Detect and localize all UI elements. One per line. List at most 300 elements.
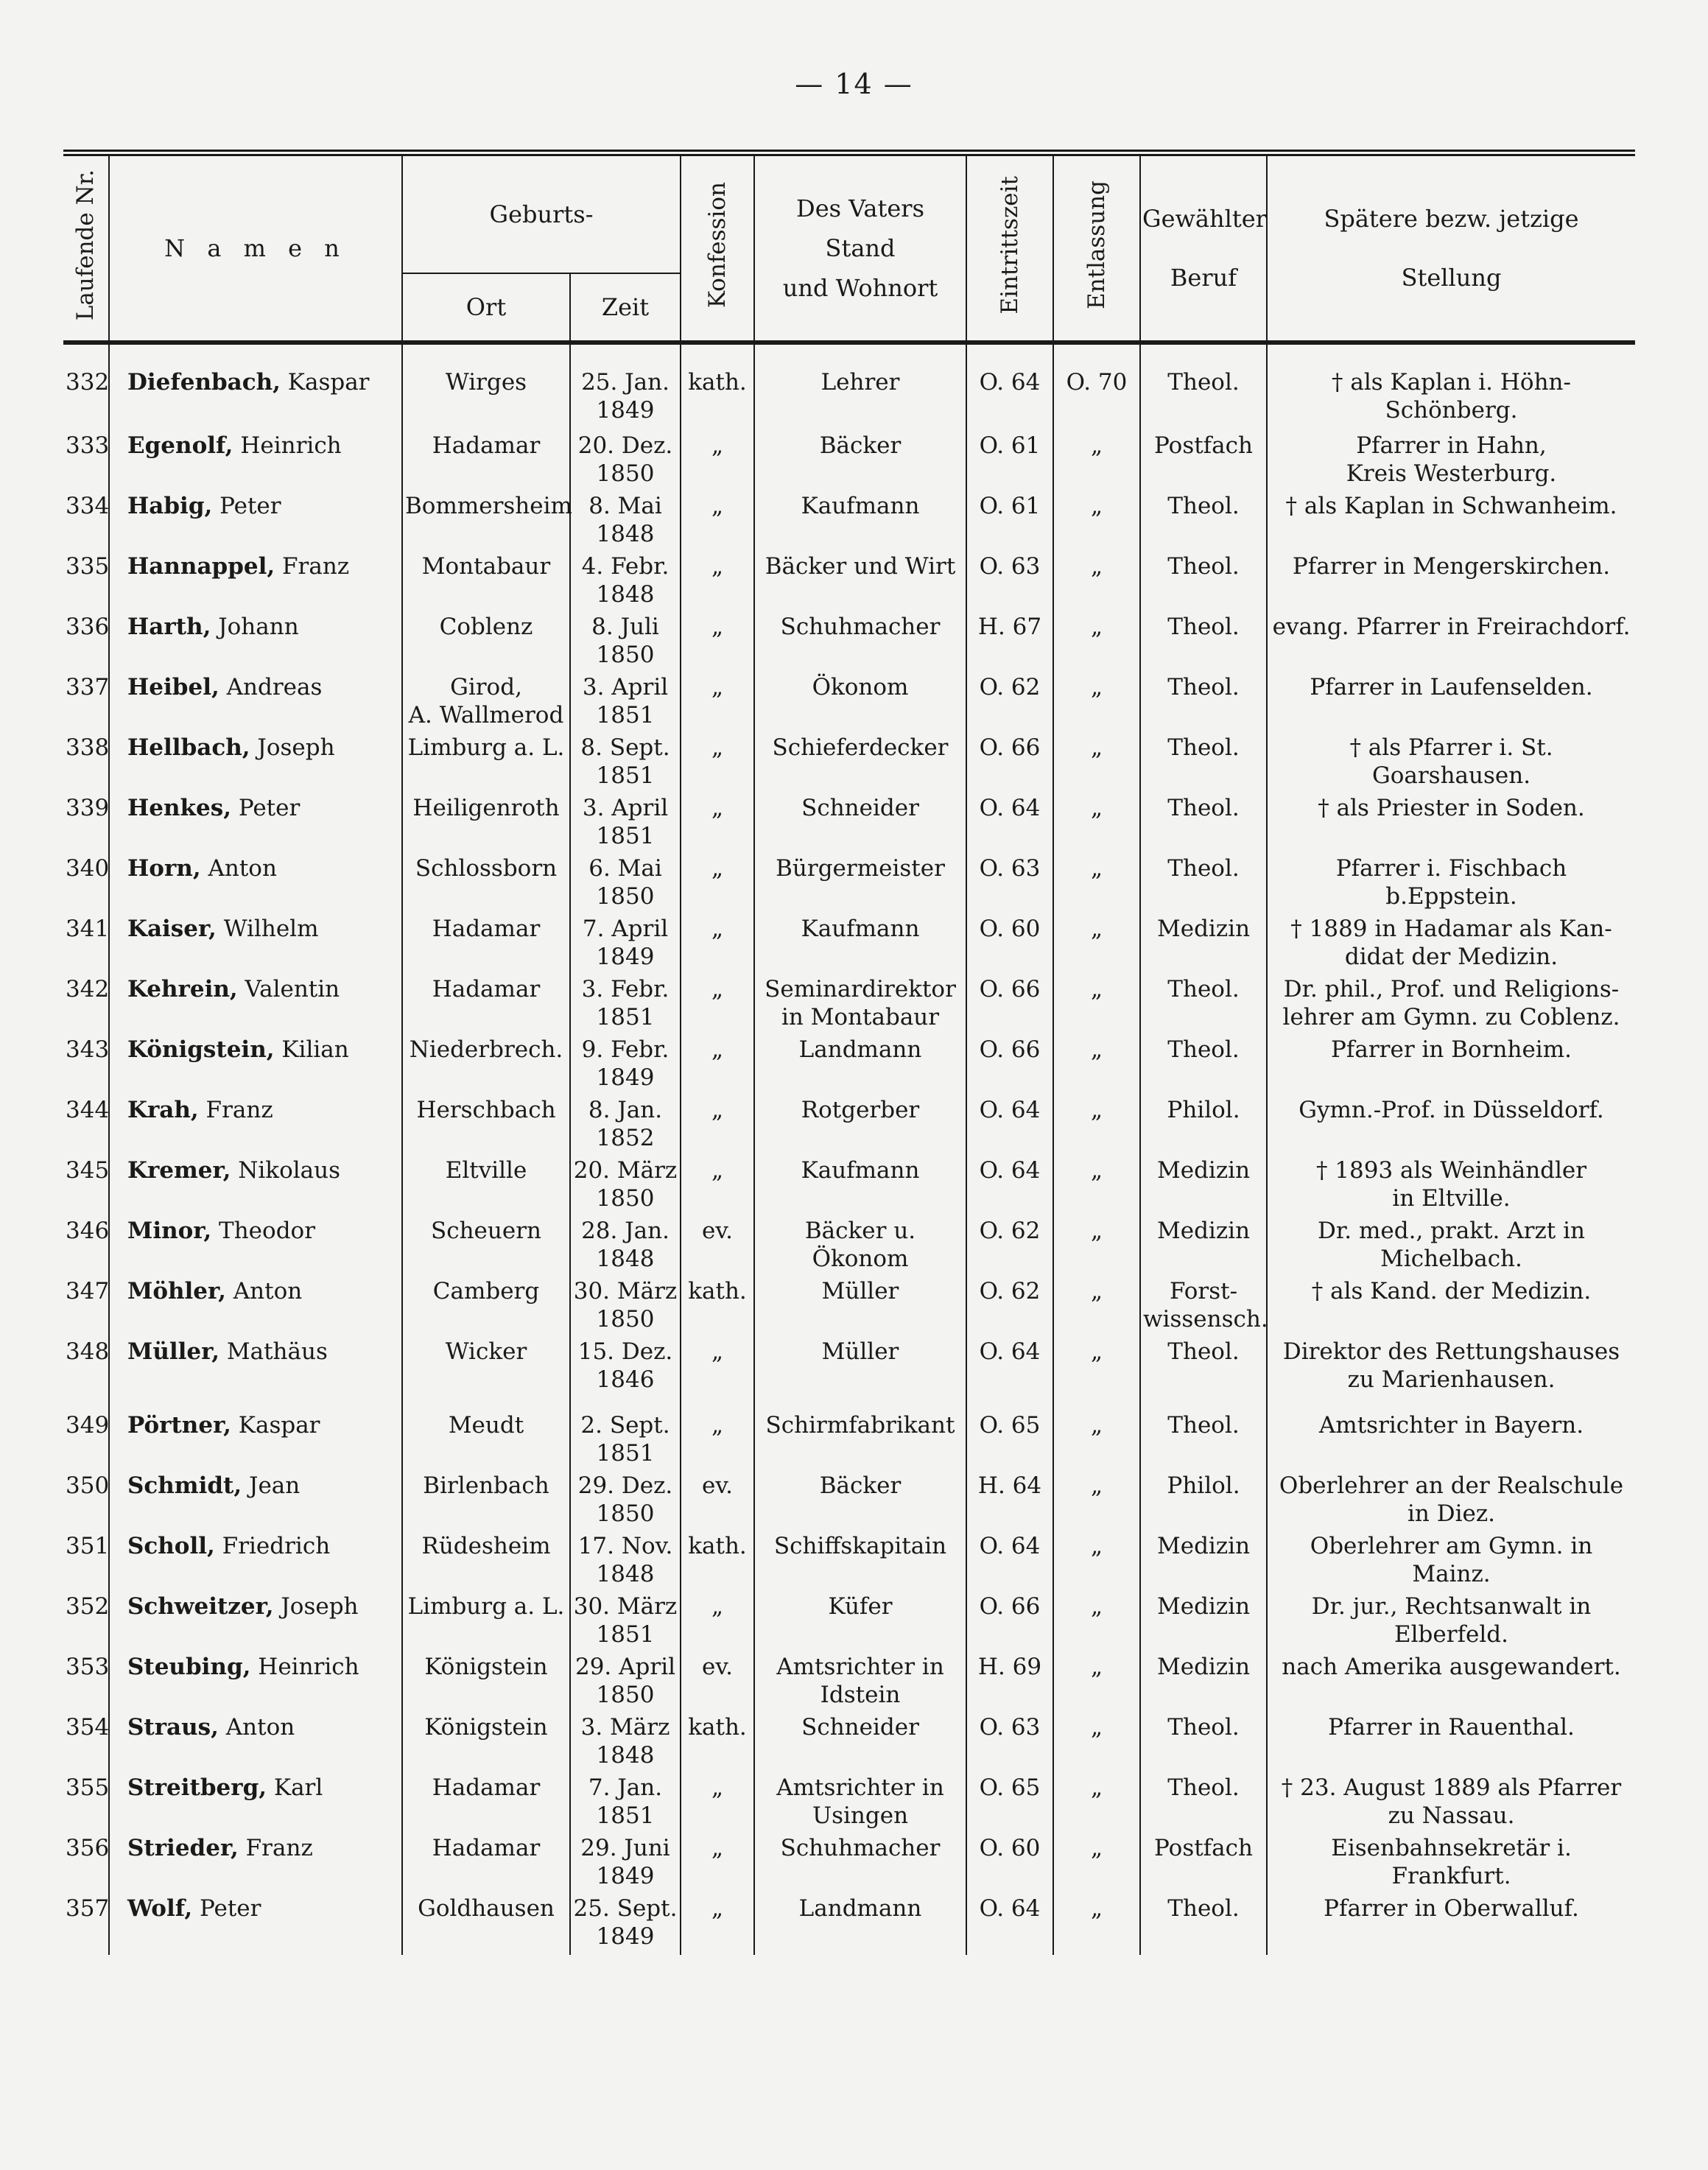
header-konfession: Konfession xyxy=(681,153,754,343)
surname: Kremer, xyxy=(127,1157,231,1184)
father-occupation: Küfer xyxy=(754,1593,966,1653)
student-name xyxy=(109,1532,402,1593)
given-name: Kilian xyxy=(274,1036,349,1063)
leaving-term: „ xyxy=(1053,1156,1140,1217)
birth-place: Limburg a. L. xyxy=(402,734,570,794)
leaving-term: „ xyxy=(1053,794,1140,854)
student-name xyxy=(109,1834,402,1895)
student-name xyxy=(109,1217,402,1277)
entry-term: O. 64 xyxy=(966,1532,1053,1593)
confession: „ xyxy=(681,854,754,915)
birth-date: 25. Sept. 1849 xyxy=(570,1895,681,1955)
header-ort: Ort xyxy=(402,273,570,343)
birth-date: 20. März 1850 xyxy=(570,1156,681,1217)
father-occupation: Bäcker u. Ökonom xyxy=(754,1217,966,1277)
surname: Krah, xyxy=(127,1097,199,1123)
table-row xyxy=(63,343,1635,432)
header-zeit: Zeit xyxy=(570,273,681,343)
entry-term: O. 65 xyxy=(966,1411,1053,1472)
father-occupation: Landmann xyxy=(754,1895,966,1955)
later-position: Eisenbahnsekretär i. Frankfurt. xyxy=(1267,1834,1635,1895)
later-position: Dr. jur., Rechtsanwalt in Elberfeld. xyxy=(1267,1593,1635,1653)
leaving-term: „ xyxy=(1053,492,1140,552)
row-number: 352 xyxy=(66,1593,110,1620)
given-name: Peter xyxy=(212,493,281,519)
birth-place: Limburg a. L. xyxy=(402,1593,570,1653)
entry-term: H. 69 xyxy=(966,1653,1053,1713)
father-occupation: Müller xyxy=(754,1338,966,1411)
student-name xyxy=(109,1338,402,1411)
leaving-term: „ xyxy=(1053,1277,1140,1338)
entry-term: O. 63 xyxy=(966,552,1053,613)
entry-term: O. 62 xyxy=(966,673,1053,734)
confession: „ xyxy=(681,552,754,613)
birth-date: 20. Dez. 1850 xyxy=(570,432,681,492)
chosen-profession: Theol. xyxy=(1140,492,1267,552)
father-occupation: Schneider xyxy=(754,794,966,854)
birth-date: 6. Mai 1850 xyxy=(570,854,681,915)
later-position: † 1893 als Weinhändler in Eltville. xyxy=(1267,1156,1635,1217)
student-name xyxy=(109,1096,402,1156)
later-position: Pfarrer in Oberwalluf. xyxy=(1267,1895,1635,1955)
chosen-profession: Philol. xyxy=(1140,1472,1267,1532)
row-number: 351 xyxy=(66,1533,110,1559)
header-geburts: Geburts- xyxy=(402,153,681,274)
row-number: 355 xyxy=(66,1774,110,1801)
surname: Kaiser, xyxy=(127,916,217,942)
confession: „ xyxy=(681,1096,754,1156)
given-name: Karl xyxy=(267,1774,323,1801)
table-row xyxy=(63,492,1635,552)
leaving-term: „ xyxy=(1053,1593,1140,1653)
given-name: Jean xyxy=(242,1472,301,1499)
chosen-profession: Medizin xyxy=(1140,915,1267,975)
father-occupation: Schuhmacher xyxy=(754,613,966,673)
leaving-term: „ xyxy=(1053,1895,1140,1955)
chosen-profession: Theol. xyxy=(1140,673,1267,734)
table-row xyxy=(63,975,1635,1036)
birth-place: Königstein xyxy=(402,1653,570,1713)
student-name xyxy=(109,552,402,613)
entry-term: O. 64 xyxy=(966,1338,1053,1411)
surname: Steubing, xyxy=(127,1654,251,1680)
confession: „ xyxy=(681,1834,754,1895)
confession: „ xyxy=(681,1593,754,1653)
birth-place: Königstein xyxy=(402,1713,570,1774)
table-row xyxy=(63,1774,1635,1834)
chosen-profession: Theol. xyxy=(1140,1036,1267,1096)
chosen-profession: Postfach xyxy=(1140,432,1267,492)
birth-place: Coblenz xyxy=(402,613,570,673)
birth-date: 7. April 1849 xyxy=(570,915,681,975)
birth-place: Heiligenroth xyxy=(402,794,570,854)
entry-term: O. 64 xyxy=(966,1895,1053,1955)
confession: kath. xyxy=(681,1277,754,1338)
student-name xyxy=(109,1653,402,1713)
confession: „ xyxy=(681,1411,754,1472)
birth-date: 28. Jan. 1848 xyxy=(570,1217,681,1277)
given-name: Heinrich xyxy=(250,1654,359,1680)
page-number: — 14 — xyxy=(795,68,913,100)
confession: „ xyxy=(681,1036,754,1096)
birth-date: 7. Jan. 1851 xyxy=(570,1774,681,1834)
birth-date: 2. Sept. 1851 xyxy=(570,1411,681,1472)
leaving-term: „ xyxy=(1053,1217,1140,1277)
given-name: Peter xyxy=(192,1895,261,1922)
chosen-profession: Medizin xyxy=(1140,1156,1267,1217)
leaving-term: „ xyxy=(1053,734,1140,794)
chosen-profession: Theol. xyxy=(1140,1338,1267,1411)
confession: „ xyxy=(681,1338,754,1411)
birth-place: Niederbrech. xyxy=(402,1036,570,1096)
confession: „ xyxy=(681,915,754,975)
student-name xyxy=(109,975,402,1036)
student-name xyxy=(109,613,402,673)
later-position: Oberlehrer am Gymn. in Mainz. xyxy=(1267,1532,1635,1593)
birth-place: Wirges xyxy=(402,343,570,432)
later-position: † 1889 in Hadamar als Kan- didat der Medizin. xyxy=(1267,915,1635,975)
row-number: 333 xyxy=(66,432,110,459)
row-number: 334 xyxy=(66,493,110,519)
table-row xyxy=(63,613,1635,673)
entry-term: O. 62 xyxy=(966,1217,1053,1277)
given-name: Joseph xyxy=(250,734,335,761)
confession: ev. xyxy=(681,1472,754,1532)
row-number: 347 xyxy=(66,1278,110,1305)
confession: „ xyxy=(681,794,754,854)
later-position: † als Kand. der Medizin. xyxy=(1267,1277,1635,1338)
father-occupation: Kaufmann xyxy=(754,1156,966,1217)
birth-date: 29. Dez. 1850 xyxy=(570,1472,681,1532)
confession: kath. xyxy=(681,343,754,432)
row-number: 353 xyxy=(66,1654,110,1680)
table-row xyxy=(63,1156,1635,1217)
table-row xyxy=(63,1713,1635,1774)
birth-place: Rüdesheim xyxy=(402,1532,570,1593)
later-position: Pfarrer in Laufenselden. xyxy=(1267,673,1635,734)
chosen-profession: Forst- wissensch. xyxy=(1140,1277,1267,1338)
row-number: 342 xyxy=(66,976,110,1003)
birth-place: Scheuern xyxy=(402,1217,570,1277)
student-name xyxy=(109,1277,402,1338)
given-name: Andreas xyxy=(219,674,323,700)
surname: Pörtner, xyxy=(127,1412,231,1439)
confession: „ xyxy=(681,975,754,1036)
student-name xyxy=(109,673,402,734)
father-occupation: Ökonom xyxy=(754,673,966,734)
birth-date: 8. Sept. 1851 xyxy=(570,734,681,794)
leaving-term: „ xyxy=(1053,673,1140,734)
chosen-profession: Medizin xyxy=(1140,1593,1267,1653)
birth-date: 3. März 1848 xyxy=(570,1713,681,1774)
table-row xyxy=(63,1834,1635,1895)
father-occupation: Schiffskapitain xyxy=(754,1532,966,1593)
row-number: 338 xyxy=(66,734,110,761)
confession: „ xyxy=(681,432,754,492)
entry-term: O. 63 xyxy=(966,854,1053,915)
surname: Horn, xyxy=(127,855,201,882)
entry-term: H. 64 xyxy=(966,1472,1053,1532)
student-name xyxy=(109,734,402,794)
leaving-term: „ xyxy=(1053,1834,1140,1895)
father-occupation: Kaufmann xyxy=(754,492,966,552)
table-row xyxy=(63,673,1635,734)
student-register-table xyxy=(63,150,1635,1955)
father-occupation: Kaufmann xyxy=(754,915,966,975)
entry-term: O. 60 xyxy=(966,1834,1053,1895)
header-stellung: Spätere bezw. jetzige Stellung xyxy=(1267,153,1635,343)
given-name: Kaspar xyxy=(280,369,370,396)
surname: Scholl, xyxy=(127,1533,215,1559)
surname: Möhler, xyxy=(127,1278,226,1305)
chosen-profession: Theol. xyxy=(1140,1895,1267,1955)
leaving-term: „ xyxy=(1053,975,1140,1036)
table-row xyxy=(63,1411,1635,1472)
confession: „ xyxy=(681,1156,754,1217)
given-name: Friedrich xyxy=(214,1533,331,1559)
later-position: Pfarrer in Mengerskirchen. xyxy=(1267,552,1635,613)
leaving-term: „ xyxy=(1053,854,1140,915)
birth-date: 30. März 1850 xyxy=(570,1277,681,1338)
entry-term: O. 61 xyxy=(966,432,1053,492)
surname: Diefenbach, xyxy=(127,369,281,396)
birth-date: 3. April 1851 xyxy=(570,794,681,854)
surname: Heibel, xyxy=(127,674,219,700)
student-name xyxy=(109,915,402,975)
table-row xyxy=(63,1096,1635,1156)
given-name: Heinrich xyxy=(233,432,342,459)
table-row xyxy=(63,1895,1635,1955)
confession: „ xyxy=(681,492,754,552)
later-position: Gymn.-Prof. in Düsseldorf. xyxy=(1267,1096,1635,1156)
birth-place: Camberg xyxy=(402,1277,570,1338)
student-name xyxy=(109,432,402,492)
chosen-profession: Philol. xyxy=(1140,1096,1267,1156)
birth-place: Birlenbach xyxy=(402,1472,570,1532)
later-position: † 23. August 1889 als Pfarrer zu Nassau. xyxy=(1267,1774,1635,1834)
table-row xyxy=(63,1532,1635,1593)
given-name: Anton xyxy=(218,1714,295,1741)
student-name xyxy=(109,1411,402,1472)
birth-place: Eltville xyxy=(402,1156,570,1217)
chosen-profession: Theol. xyxy=(1140,975,1267,1036)
birth-place: Meudt xyxy=(402,1411,570,1472)
row-number: 357 xyxy=(66,1895,110,1922)
later-position: Direktor des Rettungshauses zu Marienhausen. xyxy=(1267,1338,1635,1411)
student-name xyxy=(109,343,402,432)
birth-date: 3. April 1851 xyxy=(570,673,681,734)
entry-term: H. 67 xyxy=(966,613,1053,673)
birth-place: Hadamar xyxy=(402,432,570,492)
entry-term: O. 64 xyxy=(966,343,1053,432)
given-name: Anton xyxy=(225,1278,303,1305)
birth-date: 17. Nov. 1848 xyxy=(570,1532,681,1593)
father-occupation: Amtsrichter in Usingen xyxy=(754,1774,966,1834)
student-name xyxy=(109,854,402,915)
header-namen: N a m e n xyxy=(109,153,402,343)
given-name: Valentin xyxy=(237,976,340,1003)
father-occupation: Bäcker xyxy=(754,432,966,492)
chosen-profession: Postfach xyxy=(1140,1834,1267,1895)
surname: Henkes, xyxy=(127,795,231,821)
row-number: 350 xyxy=(66,1472,110,1499)
leaving-term: „ xyxy=(1053,552,1140,613)
table-row xyxy=(63,734,1635,794)
header-beruf: Gewählter Beruf xyxy=(1140,153,1267,343)
birth-date: 8. Juli 1850 xyxy=(570,613,681,673)
father-occupation: Bäcker xyxy=(754,1472,966,1532)
row-number: 344 xyxy=(66,1097,110,1123)
given-name: Peter xyxy=(231,795,301,821)
row-number: 349 xyxy=(66,1412,110,1439)
header-entlassung: Entlassung xyxy=(1053,153,1140,343)
birth-place: Hadamar xyxy=(402,1774,570,1834)
entry-term: O. 63 xyxy=(966,1713,1053,1774)
birth-place: Goldhausen xyxy=(402,1895,570,1955)
given-name: Anton xyxy=(200,855,277,882)
given-name: Theodor xyxy=(211,1218,316,1244)
confession: „ xyxy=(681,734,754,794)
row-number: 356 xyxy=(66,1835,110,1861)
birth-date: 30. März 1851 xyxy=(570,1593,681,1653)
birth-date: 15. Dez. 1846 xyxy=(570,1338,681,1411)
row-number: 336 xyxy=(66,614,110,640)
table-row xyxy=(63,854,1635,915)
confession: „ xyxy=(681,613,754,673)
row-number: 345 xyxy=(66,1157,110,1184)
father-occupation: Schirmfabrikant xyxy=(754,1411,966,1472)
header-nr: Laufende Nr. xyxy=(72,169,99,321)
surname: Schmidt, xyxy=(127,1472,242,1499)
confession: ev. xyxy=(681,1217,754,1277)
student-name xyxy=(109,1036,402,1096)
later-position: Pfarrer in Rauenthal. xyxy=(1267,1713,1635,1774)
later-position: Dr. phil., Prof. und Religions- lehrer am Gymn. zu Coblenz. xyxy=(1267,975,1635,1036)
later-position: † als Priester in Soden. xyxy=(1267,794,1635,854)
student-name xyxy=(109,794,402,854)
entry-term: O. 64 xyxy=(966,1156,1053,1217)
row-number: 339 xyxy=(66,795,110,821)
confession: kath. xyxy=(681,1532,754,1593)
student-name xyxy=(109,492,402,552)
table-row xyxy=(63,1653,1635,1713)
entry-term: O. 65 xyxy=(966,1774,1053,1834)
birth-place: Girod, A. Wallmerod xyxy=(402,673,570,734)
table-body xyxy=(63,343,1635,1955)
father-occupation: Bäcker und Wirt xyxy=(754,552,966,613)
leaving-term: „ xyxy=(1053,432,1140,492)
confession: kath. xyxy=(681,1713,754,1774)
table-row xyxy=(63,1338,1635,1411)
chosen-profession: Medizin xyxy=(1140,1217,1267,1277)
given-name: Nikolaus xyxy=(231,1157,341,1184)
entry-term: O. 66 xyxy=(966,975,1053,1036)
confession: „ xyxy=(681,1895,754,1955)
table-row xyxy=(63,1277,1635,1338)
leaving-term: „ xyxy=(1053,1096,1140,1156)
later-position: † als Pfarrer i. St. Goarshausen. xyxy=(1267,734,1635,794)
surname: Harth, xyxy=(127,614,211,640)
student-name xyxy=(109,1774,402,1834)
given-name: Kaspar xyxy=(231,1412,320,1439)
row-number: 337 xyxy=(66,674,110,700)
given-name: Johann xyxy=(211,614,299,640)
birth-place: Schlossborn xyxy=(402,854,570,915)
row-number: 332 xyxy=(66,369,110,396)
entry-term: O. 64 xyxy=(966,794,1053,854)
birth-date: 9. Febr. 1849 xyxy=(570,1036,681,1096)
given-name: Franz xyxy=(198,1097,273,1123)
leaving-term: „ xyxy=(1053,1411,1140,1472)
student-name xyxy=(109,1593,402,1653)
table-row xyxy=(63,552,1635,613)
given-name: Joseph xyxy=(273,1593,359,1620)
row-number: 341 xyxy=(66,916,110,942)
surname: Müller, xyxy=(127,1338,219,1365)
row-number: 340 xyxy=(66,855,110,882)
surname: Minor, xyxy=(127,1218,212,1244)
entry-term: O. 60 xyxy=(966,915,1053,975)
chosen-profession: Theol. xyxy=(1140,1713,1267,1774)
father-occupation: Müller xyxy=(754,1277,966,1338)
table-row xyxy=(63,1217,1635,1277)
chosen-profession: Theol. xyxy=(1140,794,1267,854)
birth-date: 29. April 1850 xyxy=(570,1653,681,1713)
later-position: Amtsrichter in Bayern. xyxy=(1267,1411,1635,1472)
birth-place: Hadamar xyxy=(402,975,570,1036)
entry-term: O. 64 xyxy=(966,1096,1053,1156)
confession: „ xyxy=(681,673,754,734)
later-position: † als Kaplan i. Höhn-Schönberg. xyxy=(1267,343,1635,432)
birth-place: Montabaur xyxy=(402,552,570,613)
later-position: Dr. med., prakt. Arzt in Michelbach. xyxy=(1267,1217,1635,1277)
father-occupation: Amtsrichter in Idstein xyxy=(754,1653,966,1713)
surname: Hellbach, xyxy=(127,734,250,761)
later-position: nach Amerika ausgewandert. xyxy=(1267,1653,1635,1713)
surname: Kehrein, xyxy=(127,976,238,1003)
student-name xyxy=(109,1895,402,1955)
student-name xyxy=(109,1472,402,1532)
table-row xyxy=(63,1593,1635,1653)
row-number: 346 xyxy=(66,1218,110,1244)
row-number: 354 xyxy=(66,1714,110,1741)
father-occupation: Rotgerber xyxy=(754,1096,966,1156)
entry-term: O. 61 xyxy=(966,492,1053,552)
chosen-profession: Theol. xyxy=(1140,343,1267,432)
father-occupation: Schieferdecker xyxy=(754,734,966,794)
leaving-term: „ xyxy=(1053,1713,1140,1774)
chosen-profession: Theol. xyxy=(1140,552,1267,613)
given-name: Franz xyxy=(275,553,350,580)
later-position: Pfarrer in Hahn, Kreis Westerburg. xyxy=(1267,432,1635,492)
entry-term: O. 66 xyxy=(966,734,1053,794)
birth-date: 4. Febr. 1848 xyxy=(570,552,681,613)
row-number: 335 xyxy=(66,553,110,580)
entry-term: O. 62 xyxy=(966,1277,1053,1338)
birth-date: 8. Mai 1848 xyxy=(570,492,681,552)
father-occupation: Landmann xyxy=(754,1036,966,1096)
table-row xyxy=(63,1036,1635,1096)
confession: ev. xyxy=(681,1653,754,1713)
birth-place: Herschbach xyxy=(402,1096,570,1156)
later-position: † als Kaplan in Schwanheim. xyxy=(1267,492,1635,552)
later-position: Pfarrer in Bornheim. xyxy=(1267,1036,1635,1096)
father-occupation: Seminardirektor in Montabaur xyxy=(754,975,966,1036)
birth-date: 29. Juni 1849 xyxy=(570,1834,681,1895)
student-name xyxy=(109,1156,402,1217)
surname: Schweitzer, xyxy=(127,1593,274,1620)
father-occupation: Schuhmacher xyxy=(754,1834,966,1895)
